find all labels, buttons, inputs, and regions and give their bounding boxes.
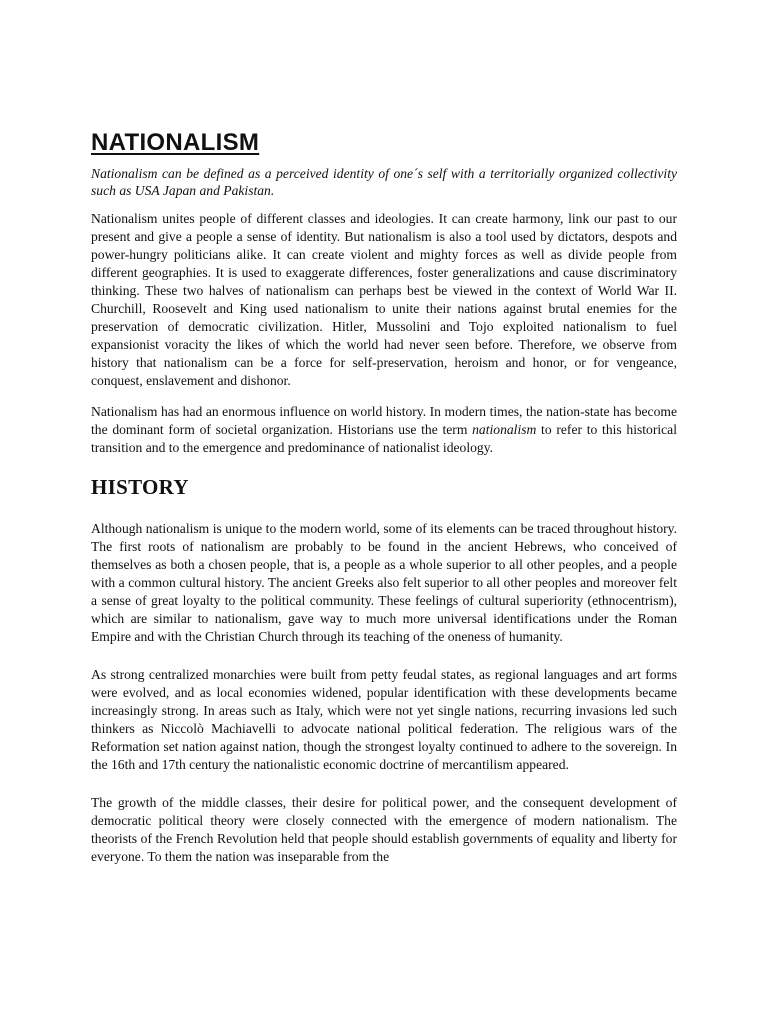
history-paragraph: As strong centralized monarchies were built from petty feudal states, as regional languages and art forms were evolved, and as local economies widened, popular identification with these developments became increasingly strong. In areas such as Italy, which were not yet single nations, recurring invasions led such thinkers as Niccolò Machiavelli to advocate national political federation. The religious wars of the Reformation set nation against nation, though the strongest loyalty continued to adhere to the sovereign. In the 16th and 17th century the nationalistic economic doctrine of mercantilism appeared. <box>91 667 677 772</box>
history-heading: HISTORY <box>91 475 189 499</box>
document-page <box>91 128 677 864</box>
influence-text-before: Nationalism has had an enormous influence on world history. In modern times, the nation-state has become the dominant form of societal organization. Historians use the term <box>91 404 677 437</box>
definition-text: Nationalism can be defined as a perceived identity of one´s self with a territorially organized collectivity such as USA Japan and Pakistan. <box>91 166 677 198</box>
page-title: NATIONALISM <box>91 129 260 156</box>
intro-paragraph: Nationalism unites people of different classes and ideologies. It can create harmony, link our past to our present and give a people a sense of identity. But nationalism is also a tool used by dictators, despots and power-hungry politicians alike. It can create violent and mighty forces as well as divide people from different geographies. It is used to exaggerate differences, foster generalizations and cause discriminatory thinking. These two halves of nationalism can perhaps best be viewed in the context of World War II. Churchill, Roosevelt and King used nationalism to unite their nations against brutal enemies for the preservation of democratic civilization. Hitler, Mussolini and Tojo exploited nationalism to fuel expansionist voracity the likes of which the world had never seen before. Therefore, we observe from history that nationalism can be a force for self-preservation, heroism and honor, or for vengeance, conquest, enslavement and dishonor. <box>91 211 677 388</box>
history-paragraph: The growth of the middle classes, their desire for political power, and the consequent development of democratic political theory were closely connected with the emergence of modern nationalism. The theorists of the French Revolution held that people should establish governments of equality and liberty for everyone. To them the nation was inseparable from the <box>91 795 677 864</box>
influence-paragraph <box>91 403 677 457</box>
history-paragraph: Although nationalism is unique to the modern world, some of its elements can be traced throughout history. The first roots of nationalism are probably to be found in the ancient Hebrews, who conceived of themselves as both a chosen people, that is, a people as a whole superior to all other peoples, and a people with a common cultural history. The ancient Greeks also felt superior to all other peoples and moreover felt a sense of great loyalty to the political community. These feelings of cultural superiority (ethnocentrism), which are similar to nationalism, gave way to much more universal identifications under the Roman Empire and with the Christian Church through its teaching of the oneness of humanity. <box>91 521 677 644</box>
influence-text-after: to refer to this historical transition and to the emergence and predominance of nationalist ideology. <box>91 422 677 455</box>
nationalism-term: nationalism <box>472 422 537 437</box>
